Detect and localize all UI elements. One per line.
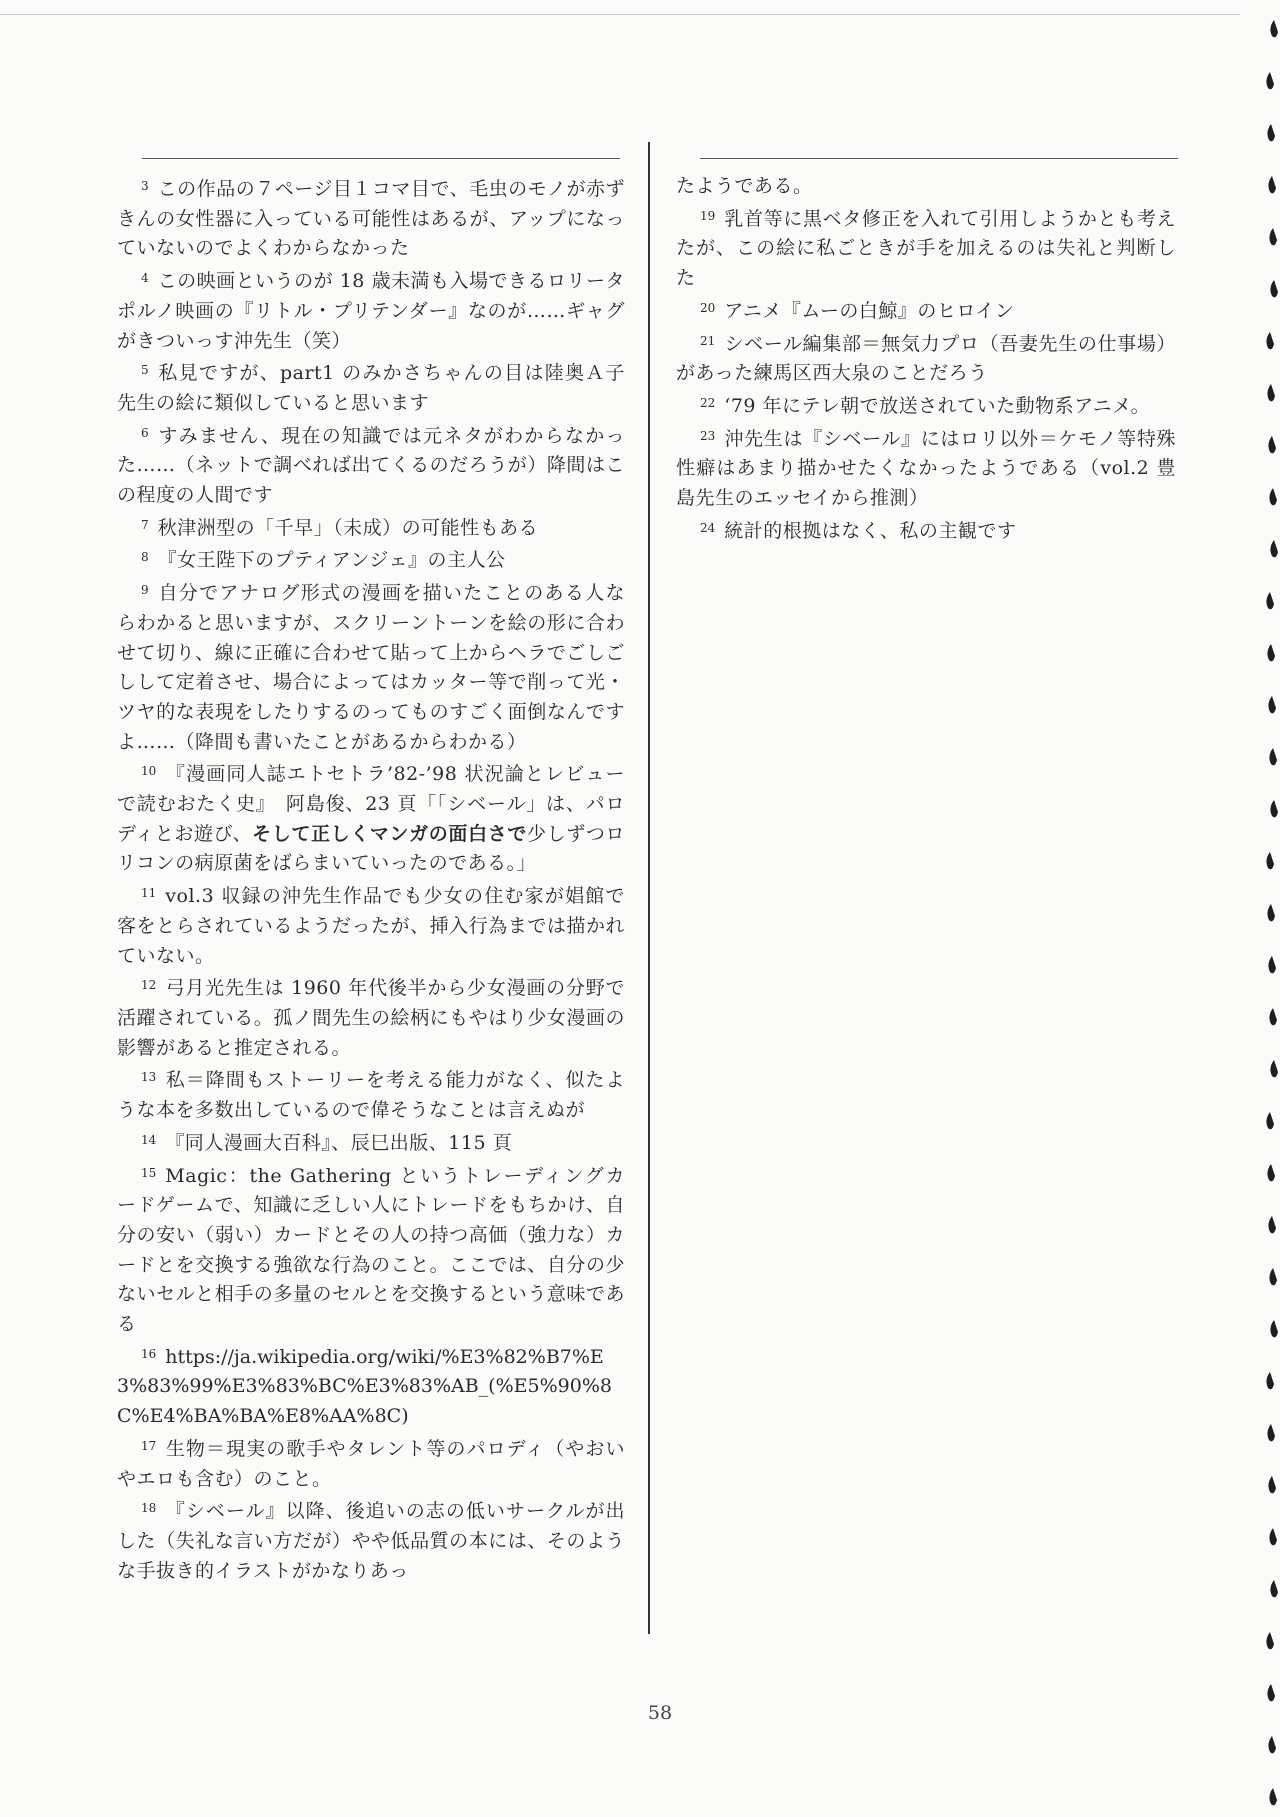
footnote: [117, 1340, 625, 1432]
binding-mark: [1269, 1528, 1277, 1545]
footnote-text: 統計的根拠はなく、私の主観です: [724, 519, 1017, 542]
footnote-text: アニメ『ムーの白鯨』のヒロイン: [724, 299, 1015, 322]
footnote: [117, 1159, 625, 1340]
binding-mark: [1268, 176, 1276, 193]
binding-mark: [1267, 644, 1275, 661]
continued-footnote-text: たようである。: [676, 175, 813, 197]
footnote-number: 9: [141, 583, 149, 598]
binding-mark: [1268, 696, 1276, 713]
footnote-text-continued: 少しずつロリコンの病原菌をばらまいていったのである。」: [117, 822, 625, 875]
binding-mark: [1270, 800, 1278, 817]
binding-mark: [1266, 72, 1274, 89]
binding-mark: [1266, 852, 1274, 869]
footnote: [117, 1126, 625, 1159]
footnote: [676, 327, 1176, 389]
footnote: [117, 419, 625, 511]
footnote: [676, 389, 1176, 422]
binding-mark: [1270, 1320, 1278, 1337]
footnote: [117, 172, 625, 264]
footnote-number: 21: [700, 333, 716, 348]
binding-mark: [1270, 1060, 1278, 1077]
binding-mark: [1267, 1164, 1275, 1181]
binding-mark: [1267, 1424, 1275, 1441]
footnote-number: 24: [700, 520, 716, 535]
footnote: [117, 356, 625, 418]
footnote: [117, 511, 625, 544]
binding-mark: [1269, 1788, 1277, 1805]
footnote-number: 3: [141, 179, 149, 193]
footnote-number: 10: [141, 764, 157, 779]
footnote-text: ‘79 年にテレ朝で放送されていた動物系アニメ。: [724, 394, 1151, 417]
footnote-number: 12: [141, 978, 157, 993]
footnote-text: 『シベール』以降、後追いの志の低いサークルが出した（失礼な言い方だが）やや低品質の本には、そのような手抜き的イラストがかなりあっ: [117, 1500, 625, 1582]
binding-mark: [1268, 1216, 1276, 1233]
page-top-edge: [0, 14, 1240, 15]
footnote-number: 13: [141, 1070, 157, 1085]
footnote: [117, 1432, 625, 1494]
footnote-number: 15: [141, 1165, 157, 1180]
footnote-text: 『漫画同人誌エトセトラ’82-’98 状況論とレビューで読むおたく史』 阿島俊、23 頁「「シベール」は、パロディとお遊び、: [117, 763, 625, 845]
binding-mark: [1269, 488, 1277, 505]
binding-mark: [1268, 1736, 1276, 1753]
footnote-number: 23: [700, 428, 716, 443]
footnote-text: 私＝降間もストーリーを考える能力がなく、似たような本を多数出しているので偉そうなことは言えぬが: [117, 1069, 625, 1122]
binding-mark: [1267, 1684, 1275, 1701]
binding-mark: [1270, 20, 1278, 37]
footnote: [676, 202, 1176, 294]
footnote: [117, 1494, 625, 1586]
footnote: [676, 422, 1176, 514]
footnote-text: 私見ですが、part1 のみかさちゃんの目は陸奥Ａ子先生の絵に類似していると思います: [117, 362, 625, 414]
footnote: [117, 879, 625, 971]
footnote-text: この作品の７ページ目１コマ目で、毛虫のモノが赤ずきんの女性器に入っている可能性はあるが、アップになっていないのでよくわからなかった: [117, 178, 625, 260]
footnote: [117, 576, 625, 757]
column-divider: [648, 142, 650, 1634]
binding-mark: [1266, 1372, 1274, 1389]
footnote-text: 乳首等に黒ベタ修正を入れて引用しようかとも考えたが、この絵に私ごときが手を加えるのは失礼と判断した: [676, 207, 1176, 290]
page-number: 58: [647, 1702, 673, 1724]
footnote-number: 17: [141, 1438, 157, 1453]
spiral-binding-edge: [1252, 0, 1280, 1817]
binding-mark: [1268, 1476, 1276, 1493]
footnote-text: この映画というのが 18 歳未満も入場できるロリータポルノ映画の『リトル・プリテンダー』なのが……ギャグがきついっす沖先生（笑）: [117, 270, 625, 352]
footnote-number: 6: [141, 425, 149, 440]
left-column-rule: [142, 158, 620, 159]
binding-mark: [1270, 1580, 1278, 1597]
binding-mark: [1266, 1112, 1274, 1129]
footnote: [117, 1063, 625, 1125]
footnote-url: https://ja.wikipedia.org/wiki/%E3%82%B7%E3%83%99%E3%83%BC%E3%83%AB_(%E5%90%8C%E4%BA%BA%E8%AA%8C): [117, 1345, 612, 1428]
footnote-text: シベール編集部＝無気力プロ（吾妻先生の仕事場）があった練馬区西大泉のことだろう: [676, 332, 1176, 385]
footnote-text: 生物＝現実の歌手やタレント等のパロディ（やおいやエロも含む）のこと。: [117, 1437, 625, 1490]
left-footnote-column: [117, 172, 625, 1586]
footnote-text: 沖先生は『シベール』にはロリ以外＝ケモノ等特殊性癖はあまり描かせたくなかったようである（vol.2 豊島先生のエッセイから推測）: [676, 427, 1176, 510]
footnote-number: 16: [141, 1346, 157, 1361]
binding-mark: [1267, 124, 1275, 141]
footnote-number: 22: [700, 395, 716, 410]
binding-mark: [1267, 384, 1275, 401]
binding-mark: [1266, 332, 1274, 349]
footnote-number: 5: [141, 363, 149, 378]
binding-mark: [1269, 1268, 1277, 1285]
footnote-emphasis: そして正しくマンガの面白さで: [252, 822, 527, 845]
footnote-text: 自分でアナログ形式の漫画を描いたことのある人ならわかると思いますが、スクリーントーンを絵の形に合わせて切り、線に正確に合わせて貼って上からヘラでごしごしして定着させ、場合によってはカッター等で削って光・ツヤ的な表現をしたりするのってものすごく面倒なんですよ……（降間も書いたことがあるからわかる）: [117, 582, 625, 753]
footnote: [676, 514, 1176, 547]
footnote-text: Magic：the Gathering というトレーディングカードゲームで、知識に乏しい人にトレードをもちかけ、自分の安い（弱い）カードとその人の持つ高価（強力な）カードとを交換する強欲な行為のこと。ここでは、自分の少ないセルと相手の多量のセルとを交換するという意味である: [117, 1164, 625, 1336]
footnote-text: 『同人漫画大百科』、辰巳出版、115 頁: [165, 1131, 513, 1154]
binding-mark: [1267, 904, 1275, 921]
right-column-rule: [700, 158, 1178, 159]
binding-mark: [1268, 956, 1276, 973]
footnote: [117, 543, 625, 576]
footnote: [117, 757, 625, 879]
binding-mark: [1268, 436, 1276, 453]
footnote: [117, 264, 625, 356]
binding-mark: [1269, 1008, 1277, 1025]
binding-mark: [1270, 280, 1278, 297]
footnote-number: 20: [700, 300, 716, 315]
right-footnote-column: [676, 172, 1176, 546]
binding-mark: [1270, 540, 1278, 557]
footnote: [676, 294, 1176, 327]
footnote-text: 秋津洲型の「千早」（未成）の可能性もある: [157, 516, 539, 539]
footnote: [117, 971, 625, 1063]
footnote-text: 弓月光先生は 1960 年代後半から少女漫画の分野で活躍されている。孤ノ間先生の絵柄にもやはり少女漫画の影響があると推定される。: [117, 977, 625, 1059]
binding-mark: [1266, 1632, 1274, 1649]
footnote-number: 19: [700, 208, 716, 223]
footnote-text: 『女王陛下のプティアンジェ』の主人公: [157, 549, 506, 572]
footnote-number: 14: [141, 1132, 157, 1147]
footnote-number: 18: [141, 1501, 157, 1516]
footnote-number: 11: [141, 886, 157, 901]
binding-mark: [1269, 748, 1277, 765]
footnote-text: vol.3 収録の沖先生作品でも少女の住む家が娼館で客をとらされているようだったが、挿入行為までは描かれていない。: [117, 885, 625, 967]
binding-mark: [1266, 592, 1274, 609]
footnote-number: 8: [141, 550, 149, 565]
footnote-text: すみません、現在の知識では元ネタがわからなかった……（ネットで調べれば出てくるのだろうが）降間はこの程度の人間です: [117, 424, 625, 507]
footnote-number: 7: [141, 517, 149, 532]
footnote-number: 4: [141, 271, 149, 286]
binding-mark: [1269, 228, 1277, 245]
